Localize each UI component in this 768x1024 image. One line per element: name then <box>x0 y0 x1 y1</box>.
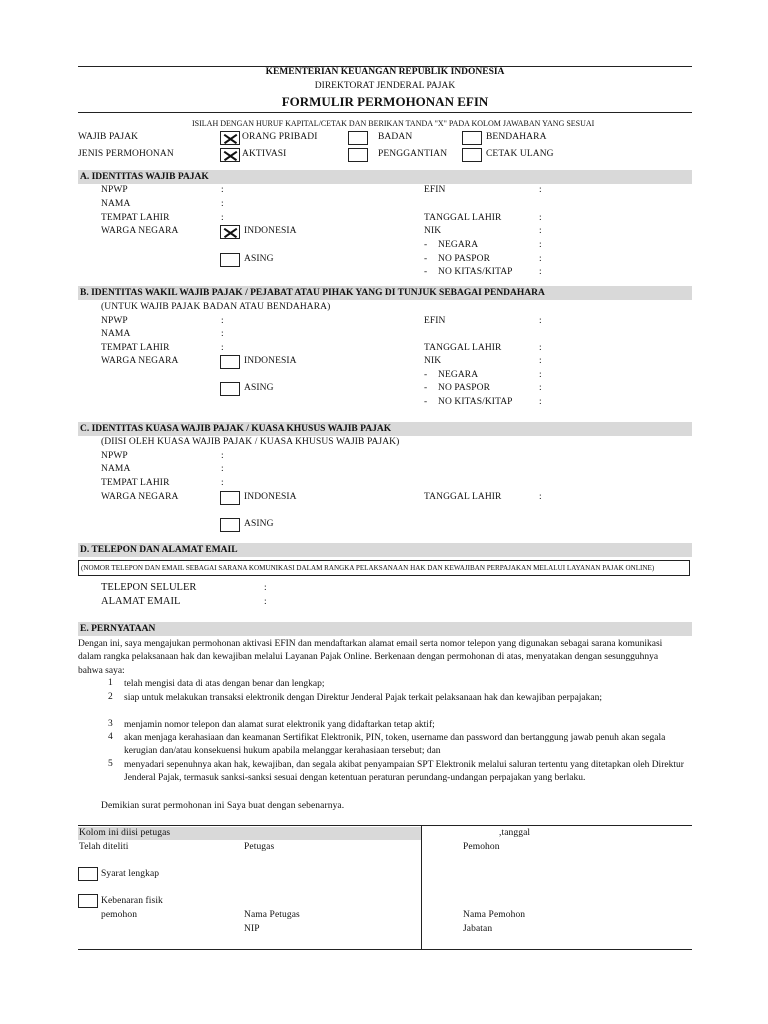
e-item-text: menjamin nomor telepon dan alamat surat elektronik yang didaftarkan tetap aktif; <box>124 720 435 730</box>
option-bendahara-label: BENDAHARA <box>486 132 547 142</box>
c-asing-label: ASING <box>244 519 274 529</box>
taxpayer-type-label: WAJIB PAJAK <box>78 132 139 142</box>
b-tempat-lahir-label: TEMPAT LAHIR <box>101 343 170 353</box>
option-aktivasi-label: AKTIVASI <box>242 149 287 159</box>
jabatan-label: Jabatan <box>463 924 493 934</box>
e-item-text: telah mengisi data di atas dengan benar dan lengkap; <box>124 679 325 689</box>
a-npwp-label: NPWP <box>101 185 128 195</box>
c-npwp-label: NPWP <box>101 451 128 461</box>
directorate-title: DIREKTORAT JENDERAL PAJAK <box>314 81 456 91</box>
b-warga-negara-label: WARGA NEGARA <box>101 356 179 366</box>
checkbox-cetak-ulang[interactable] <box>462 148 482 162</box>
nama-petugas-label: Nama Petugas <box>244 910 300 920</box>
d-telepon-label: TELEPON SELULER <box>101 582 197 593</box>
e-item-num: 1 <box>108 678 113 688</box>
signature-bottom-rule <box>78 949 692 950</box>
section-e-header: E. PERNYATAAN <box>78 622 692 636</box>
a-kitas-dash: - <box>424 267 428 277</box>
b-nik-label: NIK <box>424 356 442 366</box>
b-paspor-dash: - <box>424 383 428 393</box>
telah-diteliti-label: Telah diteliti <box>79 842 129 852</box>
b-efin-colon: : <box>539 316 542 326</box>
pemohon-label: Pemohon <box>463 842 500 852</box>
d-email-colon: : <box>264 597 267 607</box>
d-note: (NOMOR TELEPON DAN EMAIL SEBAGAI SARANA KOMUNIKASI DALAM RANGKA PELAKSANAAN HAK DAN KEWAJIBAN PERPAJAKAN MELALUI LAYANAN PAJAK ONLINE) <box>81 564 655 572</box>
b-npwp-colon: : <box>221 316 224 326</box>
a-paspor-dash: - <box>424 254 428 264</box>
officer-header: Kolom ini diisi petugas <box>79 828 171 838</box>
c-tempat-lahir-label: TEMPAT LAHIR <box>101 478 170 488</box>
section-c-header: C. IDENTITAS KUASA WAJIB PAJAK / KUASA KHUSUS WAJIB PAJAK <box>78 422 692 436</box>
checkbox-aktivasi[interactable] <box>220 148 240 162</box>
a-nik-label: NIK <box>424 226 442 236</box>
a-negara-colon: : <box>539 240 542 250</box>
section-a-header: A. IDENTITAS WAJIB PAJAK <box>78 170 692 184</box>
b-checkbox-indonesia[interactable] <box>220 355 240 369</box>
b-nama-label: NAMA <box>101 329 131 339</box>
a-checkbox-asing[interactable] <box>220 253 240 267</box>
a-nik-colon: : <box>539 226 542 236</box>
a-tempat-lahir-label: TEMPAT LAHIR <box>101 213 170 223</box>
b-negara-label: NEGARA <box>438 370 479 380</box>
b-no-paspor-colon: : <box>539 383 542 393</box>
section-d-header: D. TELEPON DAN ALAMAT EMAIL <box>78 543 692 557</box>
c-checkbox-indonesia[interactable] <box>220 491 240 505</box>
b-tempat-lahir-colon: : <box>221 343 224 353</box>
e-intro: Dengan ini, saya mengajukan permohonan aktivasi EFIN dan mendaftarkan alamat email serta nomor telepon yang digunakan sebagai sarana komunikasi dalam rangka pelaksanaan hak dan kewajiban melalui Layanan Pajak Online. Berkenaan dengan permohonan di atas, menyatakan dengan sesungguhnya bahwa saya: <box>78 639 663 676</box>
a-asing-label: ASING <box>244 254 274 264</box>
option-badan-label: BADAN <box>378 132 413 142</box>
a-no-paspor-label: NO PASPOR <box>438 254 491 264</box>
a-checkbox-indonesia[interactable] <box>220 225 240 239</box>
a-nama-colon: : <box>221 199 224 209</box>
checkbox-syarat-lengkap[interactable] <box>78 867 98 881</box>
nip-label: NIP <box>244 924 260 934</box>
a-npwp-colon: : <box>221 185 224 195</box>
c-npwp-colon: : <box>221 451 224 461</box>
b-tanggal-lahir-colon: : <box>539 343 542 353</box>
c-nama-label: NAMA <box>101 464 131 474</box>
e-item-num: 5 <box>108 759 113 769</box>
b-no-kitas-label: NO KITAS/KITAP <box>438 397 513 407</box>
b-no-paspor-label: NO PASPOR <box>438 383 491 393</box>
checkbox-badan[interactable] <box>348 131 368 145</box>
header-rule <box>78 112 692 113</box>
a-indonesia-label: INDONESIA <box>244 226 297 236</box>
a-no-kitas-label: NO KITAS/KITAP <box>438 267 513 277</box>
a-tanggal-lahir-label: TANGGAL LAHIR <box>424 213 502 223</box>
a-tempat-lahir-colon: : <box>221 213 224 223</box>
d-telepon-colon: : <box>264 583 267 593</box>
a-no-paspor-colon: : <box>539 254 542 264</box>
checkbox-orang-pribadi[interactable] <box>220 131 240 145</box>
option-penggantian-label: PENGGANTIAN <box>378 149 448 159</box>
a-no-kitas-colon: : <box>539 267 542 277</box>
b-negara-colon: : <box>539 370 542 380</box>
option-orang-pribadi-label: ORANG PRIBADI <box>242 132 318 142</box>
tanggal-label: ,tanggal <box>499 828 531 838</box>
b-efin-label: EFIN <box>424 316 446 326</box>
checkbox-kebenaran-fisik[interactable] <box>78 894 98 908</box>
c-checkbox-asing[interactable] <box>220 518 240 532</box>
e-item-num: 2 <box>108 692 113 702</box>
a-warga-negara-label: WARGA NEGARA <box>101 226 179 236</box>
signature-top-rule <box>78 825 692 826</box>
b-note: (UNTUK WAJIB PAJAK BADAN ATAU BENDAHARA) <box>101 302 331 312</box>
c-warga-negara-label: WARGA NEGARA <box>101 492 179 502</box>
b-indonesia-label: INDONESIA <box>244 356 297 366</box>
request-type-label: JENIS PERMOHONAN <box>78 149 174 159</box>
e-closing: Demikian surat permohonan ini Saya buat dengan sebenarnya. <box>101 801 345 811</box>
pemohon-small-label: pemohon <box>101 910 138 920</box>
b-kitas-dash: - <box>424 397 428 407</box>
b-nama-colon: : <box>221 329 224 339</box>
e-item-text: siap untuk melakukan transaksi elektronik dengan Direktur Jenderal Pajak terkait pelaksanaan hak dan kewajiban perpajakan; <box>124 693 602 703</box>
a-efin-colon: : <box>539 185 542 195</box>
a-negara-dash: - <box>424 240 428 250</box>
checkbox-bendahara[interactable] <box>462 131 482 145</box>
e-item-num: 4 <box>108 732 113 742</box>
form-title: FORMULIR PERMOHONAN EFIN <box>281 94 489 109</box>
c-tanggal-lahir-label: TANGGAL LAHIR <box>424 492 502 502</box>
b-nik-colon: : <box>539 356 542 366</box>
syarat-lengkap-label: Syarat lengkap <box>101 869 160 879</box>
kebenaran-fisik-label: Kebenaran fisik <box>101 896 163 906</box>
c-indonesia-label: INDONESIA <box>244 492 297 502</box>
a-efin-label: EFIN <box>424 185 446 195</box>
b-npwp-label: NPWP <box>101 316 128 326</box>
b-no-kitas-colon: : <box>539 397 542 407</box>
section-b-header: B. IDENTITAS WAKIL WAJIB PAJAK / PEJABAT ATAU PIHAK YANG DI TUNJUK SEBAGAI PENDAHARA <box>78 286 692 300</box>
e-item-text: akan menjaga kerahasiaan dan keamanan Sertifikat Elektronik, PIN, token, username dan password dan bertanggung jawab penuh akan segala kerugian dan/atau konsekuensi hukum apabila melanggar kerahasiaan tersebut; dan <box>124 733 666 757</box>
instruction-text: ISILAH DENGAN HURUF KAPITAL/CETAK DAN BERIKAN TANDA "X" PADA KOLOM JAWABAN YANG SESUAI <box>192 119 595 128</box>
c-nama-colon: : <box>221 464 224 474</box>
d-note-box <box>78 560 690 576</box>
a-tanggal-lahir-colon: : <box>539 213 542 223</box>
e-item-text: menyadari sepenuhnya akan hak, kewajiban, dan segala akibat penyampaian SPT Elektronik melalui saluran tertentu yang ditetapkan oleh Direktur Jenderal Pajak, termasuk sanksi-sanksi sesuai dengan ketentuan peraturan perundang-undangan perpajakan yang berlaku. <box>124 760 684 784</box>
a-negara-label: NEGARA <box>438 240 479 250</box>
petugas-label: Petugas <box>244 842 275 852</box>
b-asing-label: ASING <box>244 383 274 393</box>
checkbox-penggantian[interactable] <box>348 148 368 162</box>
ministry-title: KEMENTERIAN KEUANGAN REPUBLIK INDONESIA <box>265 67 505 77</box>
c-tempat-lahir-colon: : <box>221 478 224 488</box>
nama-pemohon-label: Nama Pemohon <box>463 910 526 920</box>
d-email-label: ALAMAT EMAIL <box>101 596 181 607</box>
a-nama-label: NAMA <box>101 199 131 209</box>
b-tanggal-lahir-label: TANGGAL LAHIR <box>424 343 502 353</box>
signature-divider <box>421 826 422 950</box>
b-negara-dash: - <box>424 370 428 380</box>
c-note: (DIISI OLEH KUASA WAJIB PAJAK / KUASA KHUSUS WAJIB PAJAK) <box>101 437 400 447</box>
e-item-num: 3 <box>108 719 113 729</box>
c-tanggal-lahir-colon: : <box>539 492 542 502</box>
b-checkbox-asing[interactable] <box>220 382 240 396</box>
option-cetak-ulang-label: CETAK ULANG <box>486 149 554 159</box>
